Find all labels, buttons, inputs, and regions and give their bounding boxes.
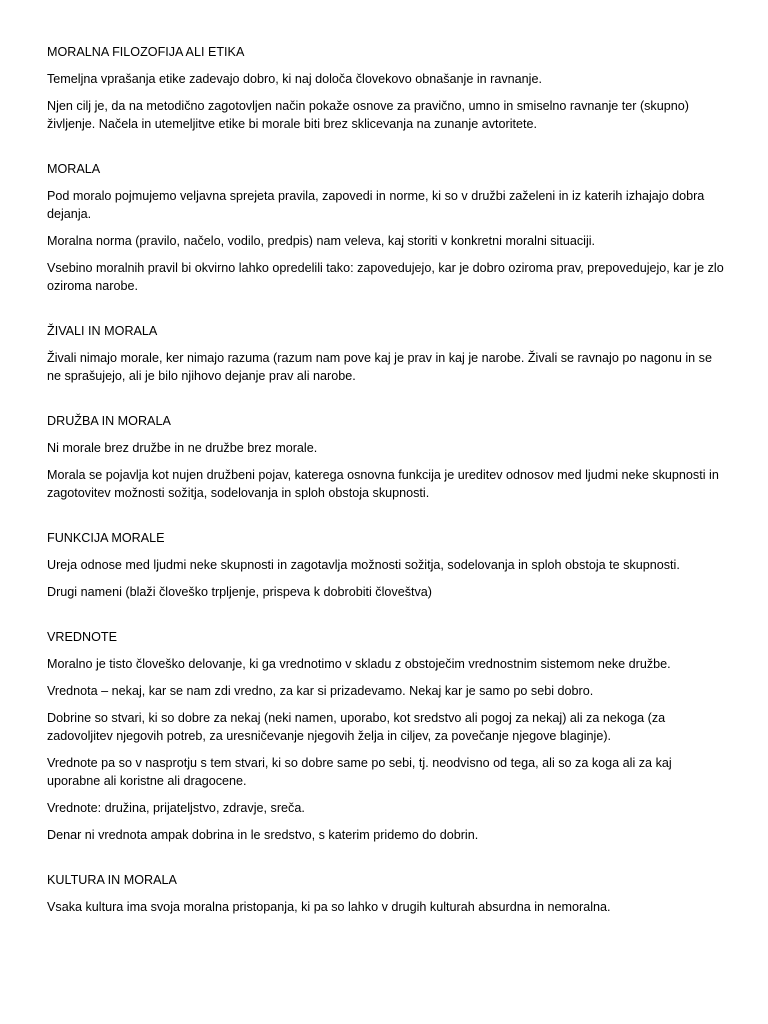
paragraph: Vrednote pa so v nasprotju s tem stvari, ki so dobre same po sebi, tj. neodvisno od tega, ali so za koga ali za kaj uporabne ali koristne ali dragocene. [47,756,672,788]
paragraph: Ureja odnose med ljudmi neke skupnosti in zagotavlja možnosti sožitja, sodelovanja in sploh obstoja te skupnosti. [47,558,680,572]
paragraph: Vsaka kultura ima svoja moralna pristopanja, ki pa so lahko v drugih kulturah absurdna in nemoralna. [47,900,611,914]
section-heading: MORALNA FILOZOFIJA ALI ETIKA [47,45,245,59]
paragraph: Vsebino moralnih pravil bi okvirno lahko opredelili tako: zapovedujejo, kar je dobro oziroma prav, prepovedujejo, kar je zlo oziroma narobe. [47,261,724,293]
paragraph: Vrednote: družina, prijateljstvo, zdravje, sreča. [47,801,305,815]
paragraph: Vrednota – nekaj, kar se nam zdi vredno, za kar si prizadevamo. Nekaj kar je samo po sebi dobro. [47,684,594,698]
section-heading: VREDNOTE [47,630,117,644]
paragraph: Temeljna vprašanja etike zadevajo dobro, ki naj določa človekovo obnašanje in ravnanje. [47,72,542,86]
paragraph: Ni morale brez družbe in ne družbe brez morale. [47,441,318,455]
section-moralna-filozofija [47,43,728,133]
paragraph: Živali nimajo morale, ker nimajo razuma (razum nam pove kaj je prav in kaj je narobe. Živali se ravnajo po nagonu in se ne sprašujejo, ali je bilo njihovo dejanje prav ali narobe. [47,351,712,383]
section-vrednote [47,628,728,844]
paragraph: Dobrine so stvari, ki so dobre za nekaj (neki namen, uporabo, kot sredstvo ali pogoj za nekaj) ali za nekoga (za zadovoljitev njegovih potreb, za uresničevanje njegovih želja in ciljev, za povečanje njegove blaginje). [47,711,666,743]
paragraph: Morala se pojavlja kot nujen družbeni pojav, katerega osnovna funkcija je ureditev odnosov med ljudmi neke skupnosti in zagotovitev možnosti sožitja, sodelovanja in sploh obstoja skupnosti. [47,468,719,500]
paragraph: Pod moralo pojmujemo veljavna sprejeta pravila, zapovedi in norme, ki so v družbi zaželeni in iz katerih izhajajo dobra dejanja. [47,189,705,221]
paragraph: Moralna norma (pravilo, načelo, vodilo, predpis) nam veleva, kaj storiti v konkretni moralni situaciji. [47,234,596,248]
section-kultura-in-morala [47,871,728,916]
section-heading: KULTURA IN MORALA [47,873,177,887]
section-druzba-in-morala [47,412,728,502]
section-heading: FUNKCIJA MORALE [47,531,165,545]
paragraph: Njen cilj je, da na metodično zagotovljen način pokaže osnove za pravično, umno in smiselno ravnanje ter (skupno) življenje. Načela in utemeljitve etike bi morale biti brez sklicevanja na zunanje avtoritete. [47,99,689,131]
section-funkcija-morale [47,529,728,601]
section-heading: ŽIVALI IN MORALA [47,324,158,338]
paragraph: Denar ni vrednota ampak dobrina in le sredstvo, s katerim pridemo do dobrin. [47,828,479,842]
section-morala [47,160,728,295]
section-heading: DRUŽBA IN MORALA [47,414,171,428]
section-zivali-in-morala [47,322,728,385]
paragraph: Drugi nameni (blaži človeško trpljenje, prispeva k dobrobiti človeštva) [47,585,432,599]
section-heading: MORALA [47,162,101,176]
paragraph: Moralno je tisto človeško delovanje, ki ga vrednotimo v skladu z obstoječim vrednostnim sistemom neke družbe. [47,657,671,671]
